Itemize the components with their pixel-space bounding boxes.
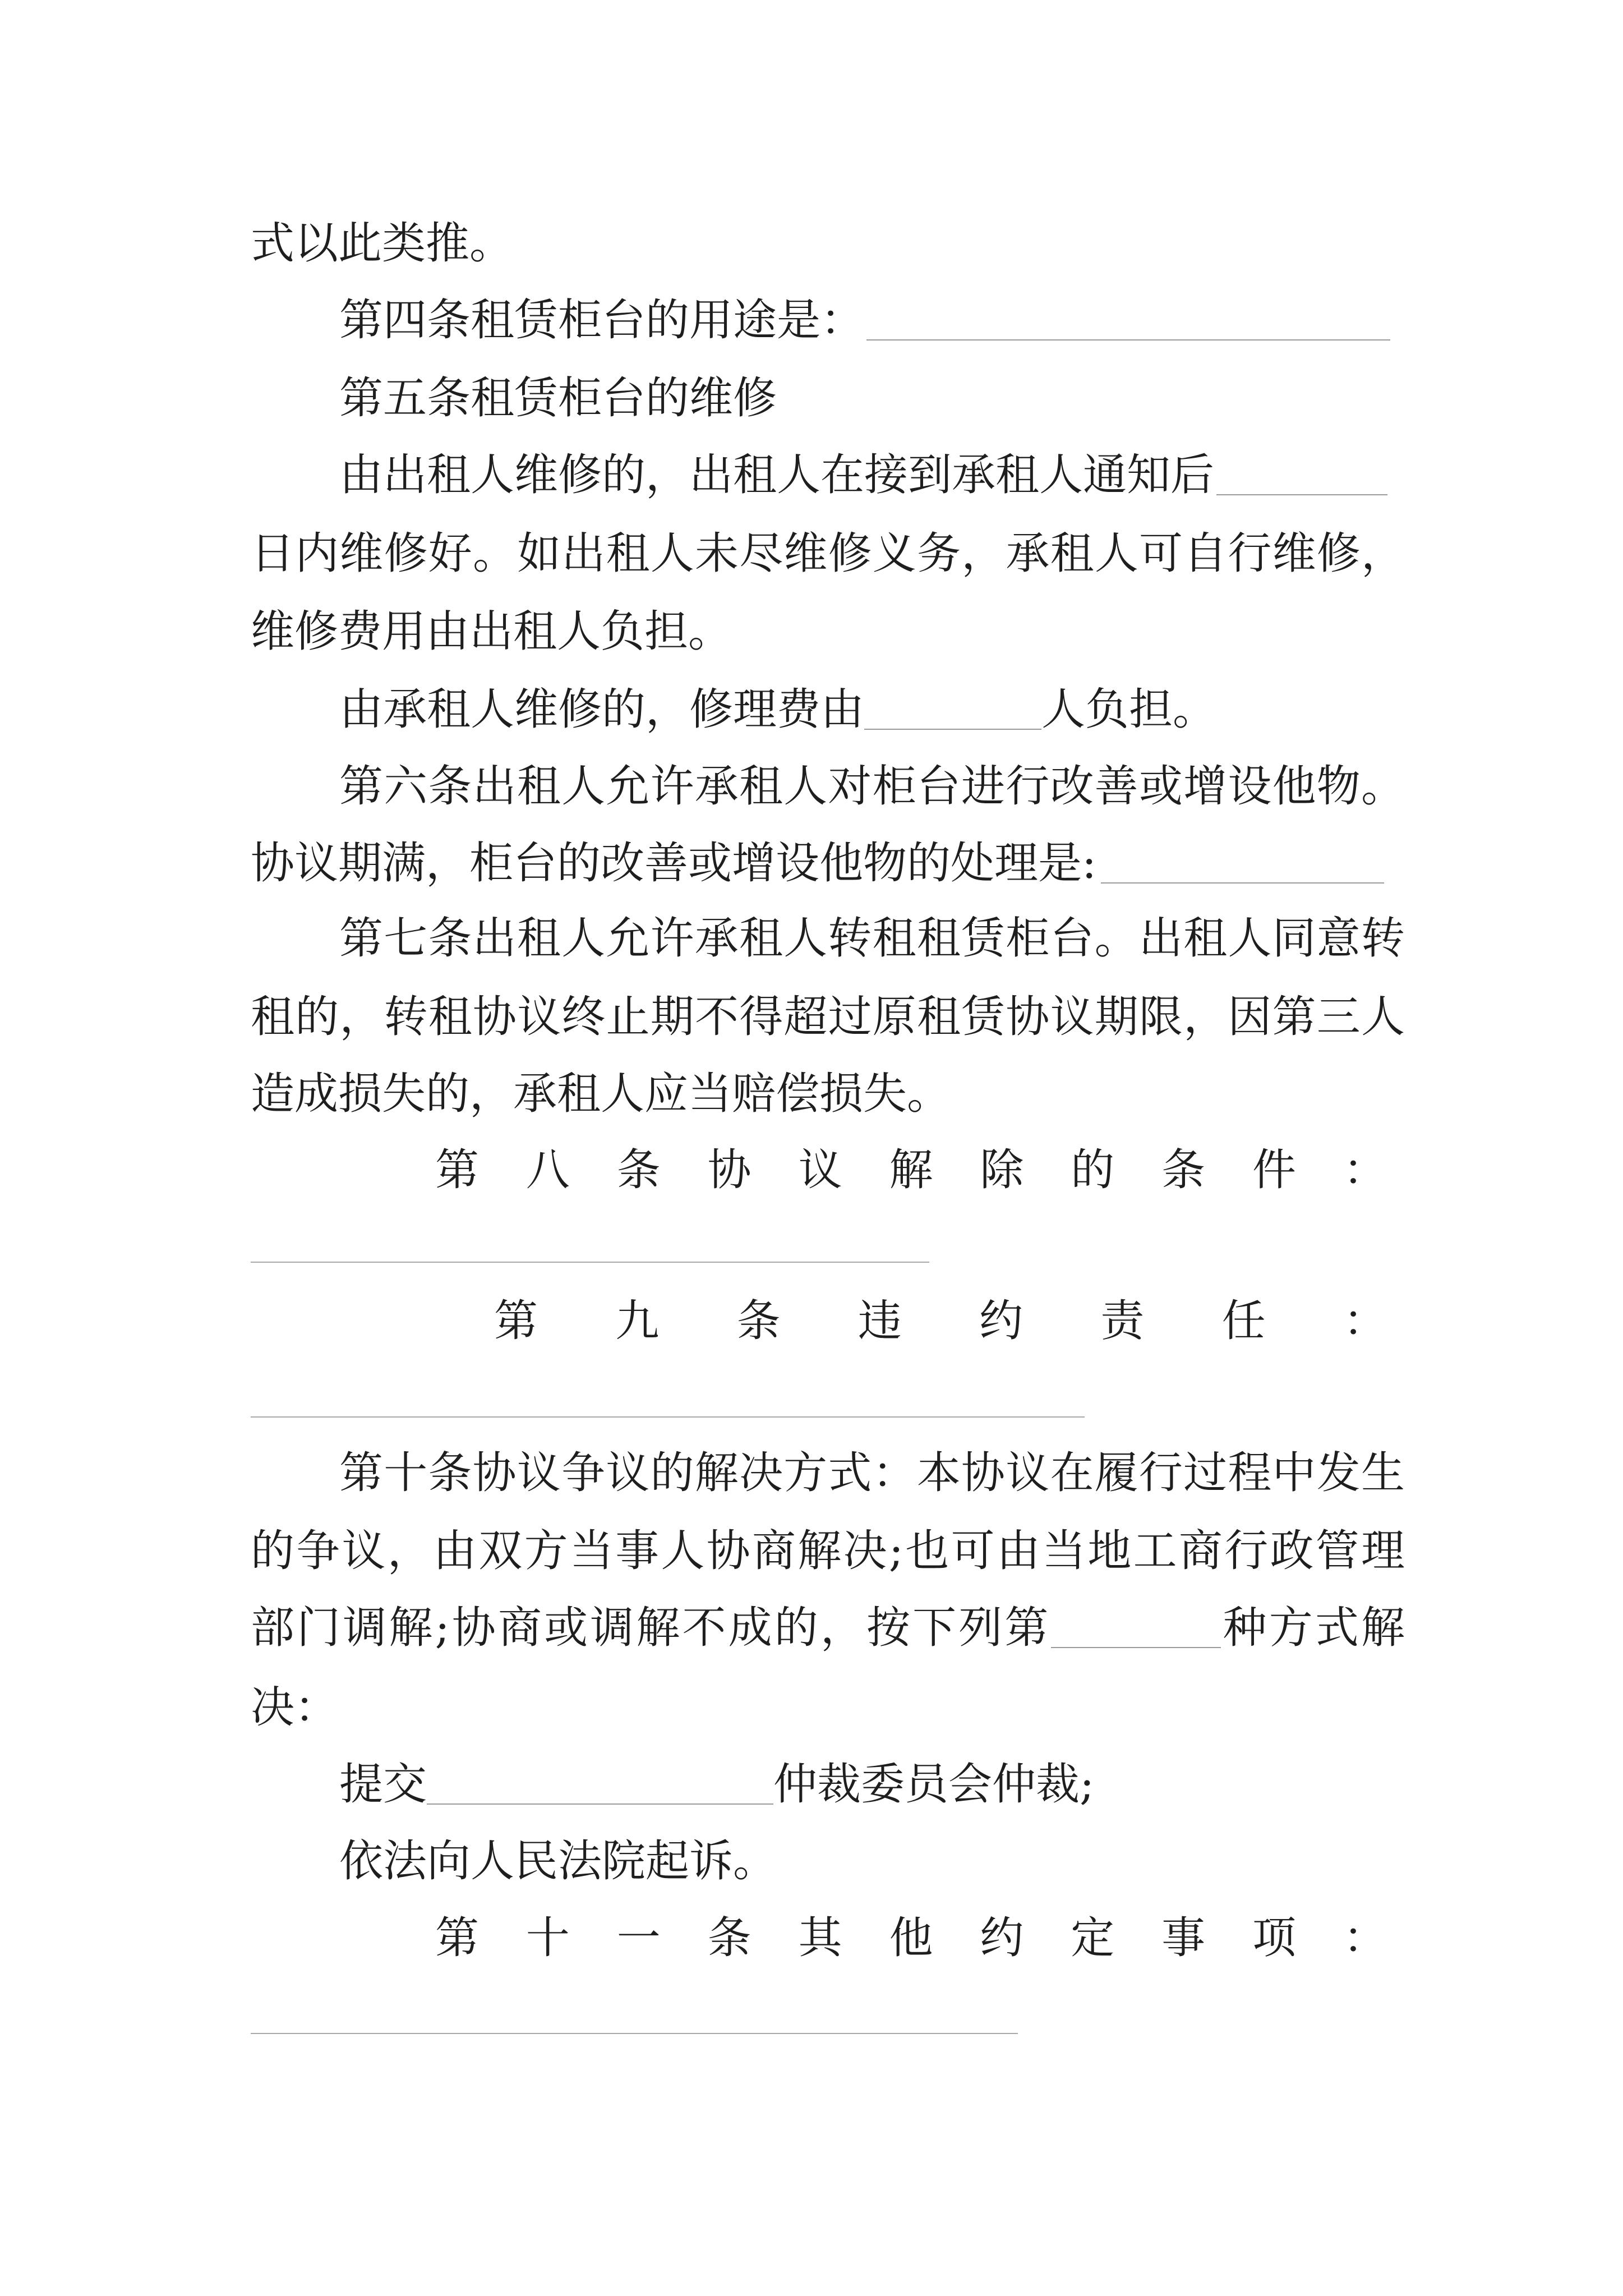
heading-char: 任 [1221, 1296, 1266, 1346]
article-7-text-line: 造成损失的，承租人应当赔偿损失。 [251, 1069, 951, 1119]
article-10-text-line: 第十条协议争议的解决方式：本协议在履行过程中发生 [339, 1448, 1405, 1498]
article-10-method-suffix: 种方式解 [1220, 1603, 1405, 1653]
article-7-text-line: 租的，转租协议终止期不得超过原租赁协议期限，因第三人 [251, 992, 1405, 1042]
heading-char: 定 [1071, 1913, 1115, 1963]
article-5-lessee-repair [339, 671, 1216, 748]
article-5-lessee-repair-text: 由承租人维修的，修理费由 [339, 684, 865, 735]
heading-char: 八 [525, 1145, 570, 1195]
heading-char: 违 [857, 1296, 902, 1346]
article-9-heading [494, 1282, 1387, 1360]
fill-in-blank [864, 695, 1041, 730]
heading-char: 除 [980, 1145, 1024, 1195]
fill-in-line [251, 1416, 1085, 1418]
litigation-option: 依法向人民法院起诉。 [339, 1836, 777, 1887]
arbitration-option-suffix: 仲裁委员会仲裁; [773, 1759, 1095, 1810]
article-10-method-choice [251, 1589, 1405, 1667]
heading-char: 事 [1161, 1913, 1206, 1963]
heading-char: 条 [616, 1145, 661, 1195]
heading-char: 其 [798, 1913, 842, 1963]
heading-char: 他 [889, 1913, 933, 1963]
heading-char: 第 [494, 1296, 538, 1346]
fill-in-blank [866, 306, 1390, 341]
heading-char: ： [1343, 1145, 1387, 1195]
heading-char: 第 [435, 1145, 479, 1195]
heading-char: 约 [979, 1296, 1023, 1346]
fill-in-blank [1216, 461, 1387, 495]
article-11-heading [435, 1899, 1387, 1977]
article-8-heading [435, 1131, 1387, 1209]
heading-char: 的 [1071, 1145, 1115, 1195]
article-10-text-line: 的争议，由双方当事人协商解决;也可由当地工商行政管理 [251, 1526, 1405, 1576]
article-5-heading: 第五条租赁柜台的维修 [339, 373, 777, 424]
fill-in-blank [1101, 849, 1384, 884]
article-3-continuation: 式以此类推。 [251, 218, 514, 269]
article-10-text-line: 决： [251, 1682, 339, 1733]
arbitration-option [339, 1746, 1094, 1823]
fill-in-line [251, 1262, 929, 1263]
fill-in-blank [1051, 1613, 1221, 1648]
article-5-lessee-repair-suffix: 人负担。 [1041, 684, 1217, 735]
heading-char: 件 [1252, 1145, 1297, 1195]
heading-char: ： [1343, 1296, 1387, 1346]
heading-char: 解 [889, 1145, 933, 1195]
heading-char: 十 [525, 1913, 570, 1963]
article-6-disposal [251, 825, 1384, 902]
article-5-lessor-repair [339, 436, 1387, 514]
heading-char: 约 [980, 1913, 1024, 1963]
heading-char: 协 [707, 1145, 751, 1195]
heading-char: 条 [1161, 1145, 1206, 1195]
article-5-lessor-repair-text: 由出租人维修的，出租人在接到承租人通知后 [339, 450, 1215, 500]
article-5-text-line: 日内维修好。如出租人未尽维修义务，承租人可自行维修， [251, 528, 1405, 579]
heading-char: 条 [736, 1296, 781, 1346]
article-6-text-line: 第六条出租人允许承租人对柜台进行改善或增设他物。 [339, 761, 1405, 812]
heading-char: 项 [1252, 1913, 1297, 1963]
heading-char: 议 [798, 1145, 842, 1195]
heading-char: 第 [435, 1913, 479, 1963]
article-6-disposal-text: 协议期满，柜台的改善或增设他物的处理是: [251, 838, 1097, 889]
heading-char: 责 [1100, 1296, 1145, 1346]
fill-in-line [251, 2033, 1018, 2034]
heading-char: 一 [616, 1913, 661, 1963]
article-5-text-line: 维修费用由出租人负担。 [251, 606, 732, 657]
heading-char: 九 [615, 1296, 660, 1346]
heading-char: ： [1343, 1913, 1387, 1963]
arbitration-option-prefix: 提交 [339, 1759, 427, 1810]
article-10-method-text: 部门调解;协商或调解不成的，按下列第 [251, 1603, 1051, 1653]
heading-char: 条 [707, 1913, 751, 1963]
article-7-text-line: 第七条出租人允许承租人转租租赁柜台。出租人同意转 [339, 913, 1405, 964]
article-4-label: 第四条租赁柜台的用途是： [339, 295, 865, 346]
article-4-usage [339, 282, 1390, 359]
fill-in-blank [427, 1770, 773, 1805]
